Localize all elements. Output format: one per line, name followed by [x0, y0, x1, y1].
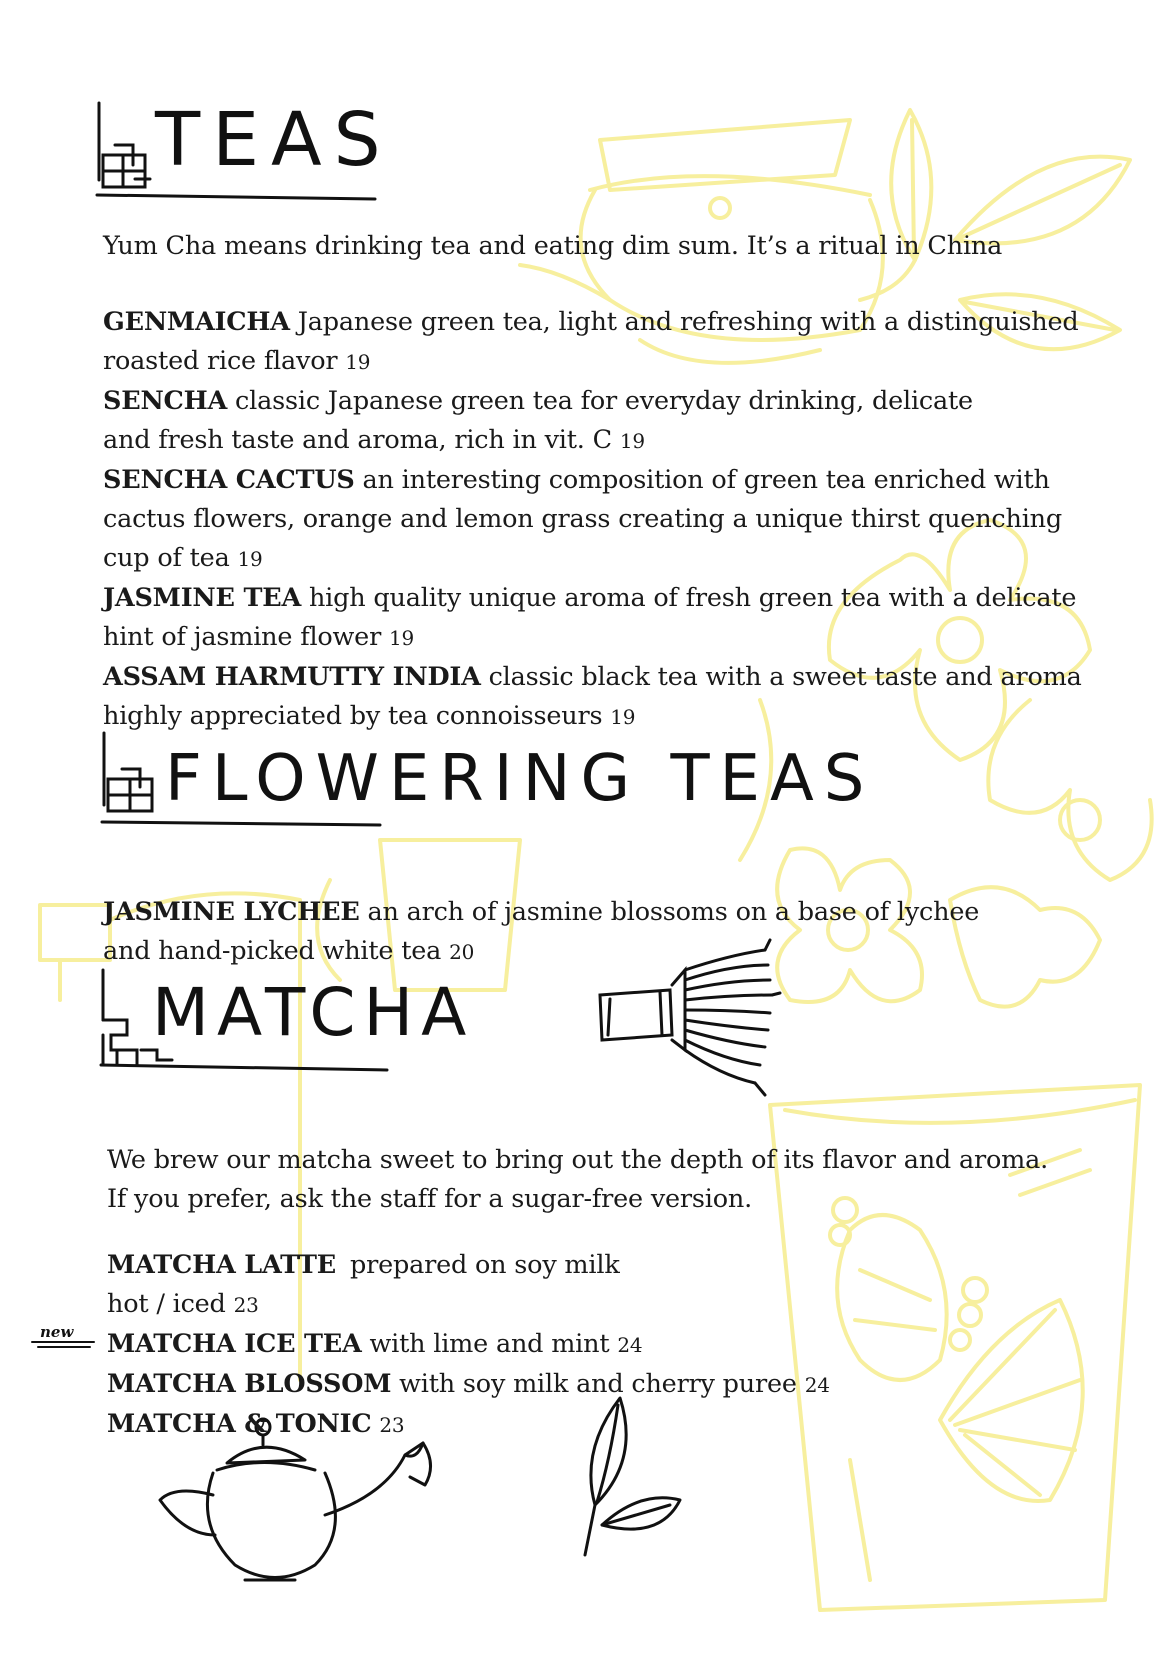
- item-price: 20: [449, 940, 475, 964]
- item-desc: with soy milk and cherry puree: [399, 1369, 797, 1399]
- item-desc: hot / iced: [107, 1289, 226, 1319]
- list-item: [103, 893, 1083, 972]
- item-name: ASSAM HARMUTTY INDIA: [103, 662, 481, 692]
- list-item: [107, 1405, 1087, 1445]
- item-name: MATCHA ICE TEA: [107, 1329, 362, 1359]
- teas-title-text: TEAS: [155, 97, 393, 183]
- list-item: [103, 382, 1083, 461]
- item-desc: and hand-picked white tea: [103, 936, 442, 966]
- item-price: 19: [610, 705, 636, 729]
- item-name: MATCHA & TONIC: [107, 1409, 372, 1439]
- item-price: 19: [619, 429, 645, 453]
- item-price: 19: [388, 626, 415, 650]
- item-price: 19: [345, 350, 371, 374]
- item-name: MATCHA LATTE: [107, 1250, 337, 1280]
- item-desc: highly appreciated by tea connoisseurs: [103, 701, 603, 731]
- item-desc: hint of jasmine flower: [103, 622, 382, 652]
- matcha-section-title: [97, 960, 517, 1085]
- item-desc: and fresh taste and aroma, rich in vit. C: [103, 425, 612, 455]
- item-name: SENCHA CACTUS: [103, 465, 355, 495]
- flowering-title-text: FLOWERING TEAS: [165, 742, 875, 816]
- item-desc: high quality unique aroma of fresh green tea with a delicate: [308, 583, 1077, 613]
- item-desc: Japanese green tea, light and refreshing with a distinguished: [297, 307, 1079, 337]
- item-price: 24: [804, 1373, 830, 1397]
- teas-section-title: [95, 95, 425, 205]
- item-desc: roasted rice flavor: [103, 346, 338, 376]
- item-name: SENCHA: [103, 386, 228, 416]
- item-price: 19: [237, 547, 263, 571]
- item-name: JASMINE TEA: [103, 583, 302, 613]
- list-item: [107, 1325, 1087, 1365]
- item-desc: an interesting composition of green tea enriched with: [362, 465, 1050, 495]
- list-item: [103, 461, 1083, 579]
- item-desc: prepared on soy milk: [349, 1250, 620, 1280]
- item-name: JASMINE LYCHEE: [103, 897, 360, 927]
- item-desc: cactus flowers, orange and lemon grass creating a unique thirst quenching: [103, 504, 1063, 534]
- new-badge: [28, 1322, 98, 1354]
- item-price: 24: [617, 1333, 643, 1357]
- list-item: [107, 1365, 1087, 1405]
- item-desc: with lime and mint: [369, 1329, 610, 1359]
- item-name: GENMAICHA: [103, 307, 290, 337]
- item-price: 23: [233, 1293, 259, 1317]
- item-price: 23: [379, 1413, 405, 1437]
- item-desc: an arch of jasmine blossoms on a base of lychee: [367, 897, 980, 927]
- item-desc: classic Japanese green tea for everyday drinking, delicate: [235, 386, 973, 416]
- list-item: [103, 579, 1083, 658]
- teas-intro: Yum Cha means drinking tea and eating dim sum. It’s a ritual in China: [103, 231, 1003, 261]
- matcha-title-text: MATCHA: [152, 974, 475, 1051]
- matcha-intro: We brew our matcha sweet to bring out the depth of its flavor and aroma. If you prefer, ask the staff for a sugar-free version.: [107, 1145, 1048, 1214]
- item-name: MATCHA BLOSSOM: [107, 1369, 392, 1399]
- flowering-section-title: [100, 725, 1000, 835]
- list-item: [107, 1246, 1087, 1325]
- new-badge-text: new: [40, 1323, 74, 1341]
- flowering-list: [103, 893, 1083, 972]
- list-item: [103, 303, 1083, 382]
- item-desc: cup of tea: [103, 543, 230, 573]
- item-desc: classic black tea with a sweet taste and aroma: [488, 662, 1082, 692]
- teas-list: [103, 303, 1083, 737]
- matcha-list: [107, 1246, 1087, 1445]
- list-item: [103, 658, 1083, 737]
